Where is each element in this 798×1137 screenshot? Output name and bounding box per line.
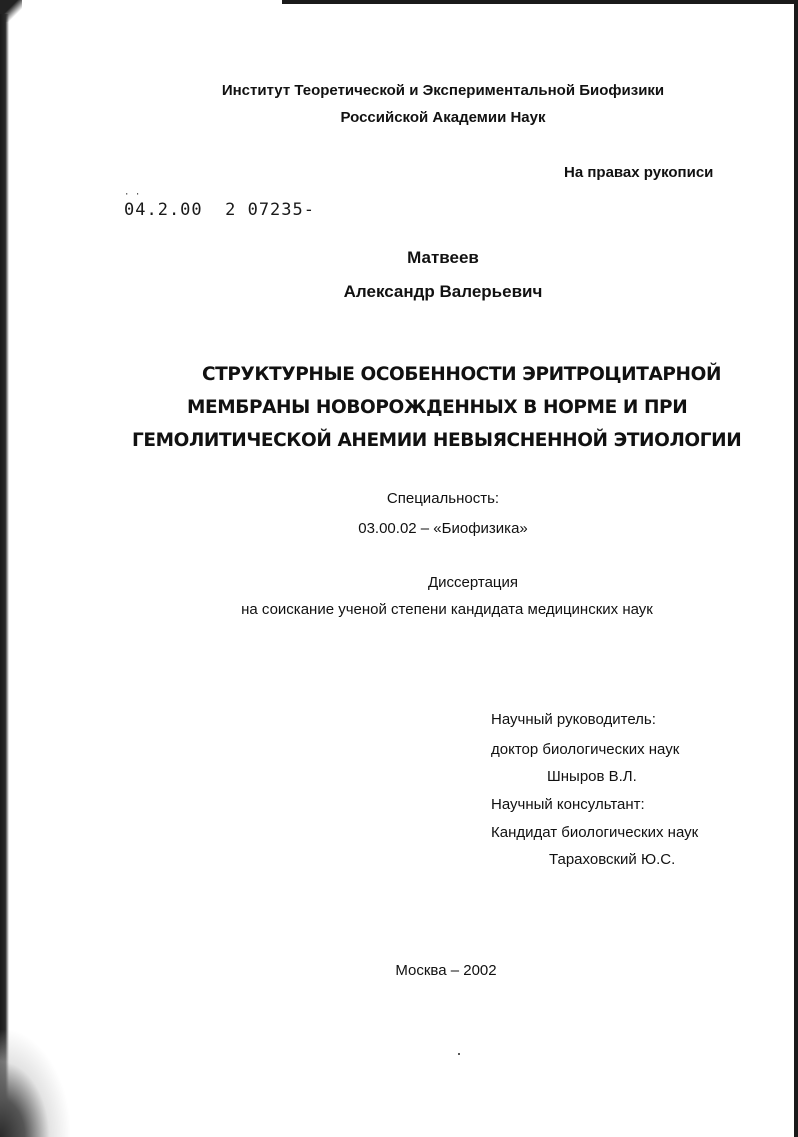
city-year: Москва – 2002 <box>395 962 497 979</box>
rights-notice: На правах рукописи <box>564 164 714 181</box>
thesis-title-line-2: МЕМБРАНЫ НОВОРОЖДЕННЫХ В НОРМЕ И ПРИ <box>187 397 688 418</box>
scan-speck <box>458 1053 460 1055</box>
specialty-label: Специальность: <box>386 490 500 507</box>
consultant-degree: Кандидат биологических наук <box>491 824 699 841</box>
scan-edge-bottom-left <box>0 1030 70 1137</box>
archive-stamp: 04.2.00 2 07235- <box>124 200 315 220</box>
dissertation-heading: Диссертация <box>427 574 519 591</box>
stamp-dots: · · <box>124 190 141 200</box>
scan-edge-top <box>282 0 798 4</box>
author-given-names: Александр Валерьевич <box>343 282 543 301</box>
author-surname: Матвеев <box>407 248 479 267</box>
dissertation-degree: на соискание ученой степени кандидата медицинских наук <box>241 601 653 618</box>
consultant-label: Научный консультант: <box>491 796 645 813</box>
supervisor-degree: доктор биологических наук <box>491 741 680 758</box>
consultant-name: Тараховский Ю.С. <box>549 851 676 868</box>
supervisor-name: Шныров В.Л. <box>547 768 637 785</box>
specialty-value: 03.00.02 – «Биофизика» <box>358 520 528 537</box>
thesis-title-line-3: ГЕМОЛИТИЧЕСКОЙ АНЕМИИ НЕВЫЯСНЕННОЙ ЭТИОЛОГИИ <box>132 430 742 451</box>
thesis-title-line-1: СТРУКТУРНЫЕ ОСОБЕННОСТИ ЭРИТРОЦИТАРНОЙ <box>202 364 722 385</box>
institute-name: Институт Теоретической и Экспериментальной Биофизики <box>221 82 665 99</box>
institute-academy: Российской Академии Наук <box>340 109 546 126</box>
supervisor-label: Научный руководитель: <box>491 711 656 728</box>
